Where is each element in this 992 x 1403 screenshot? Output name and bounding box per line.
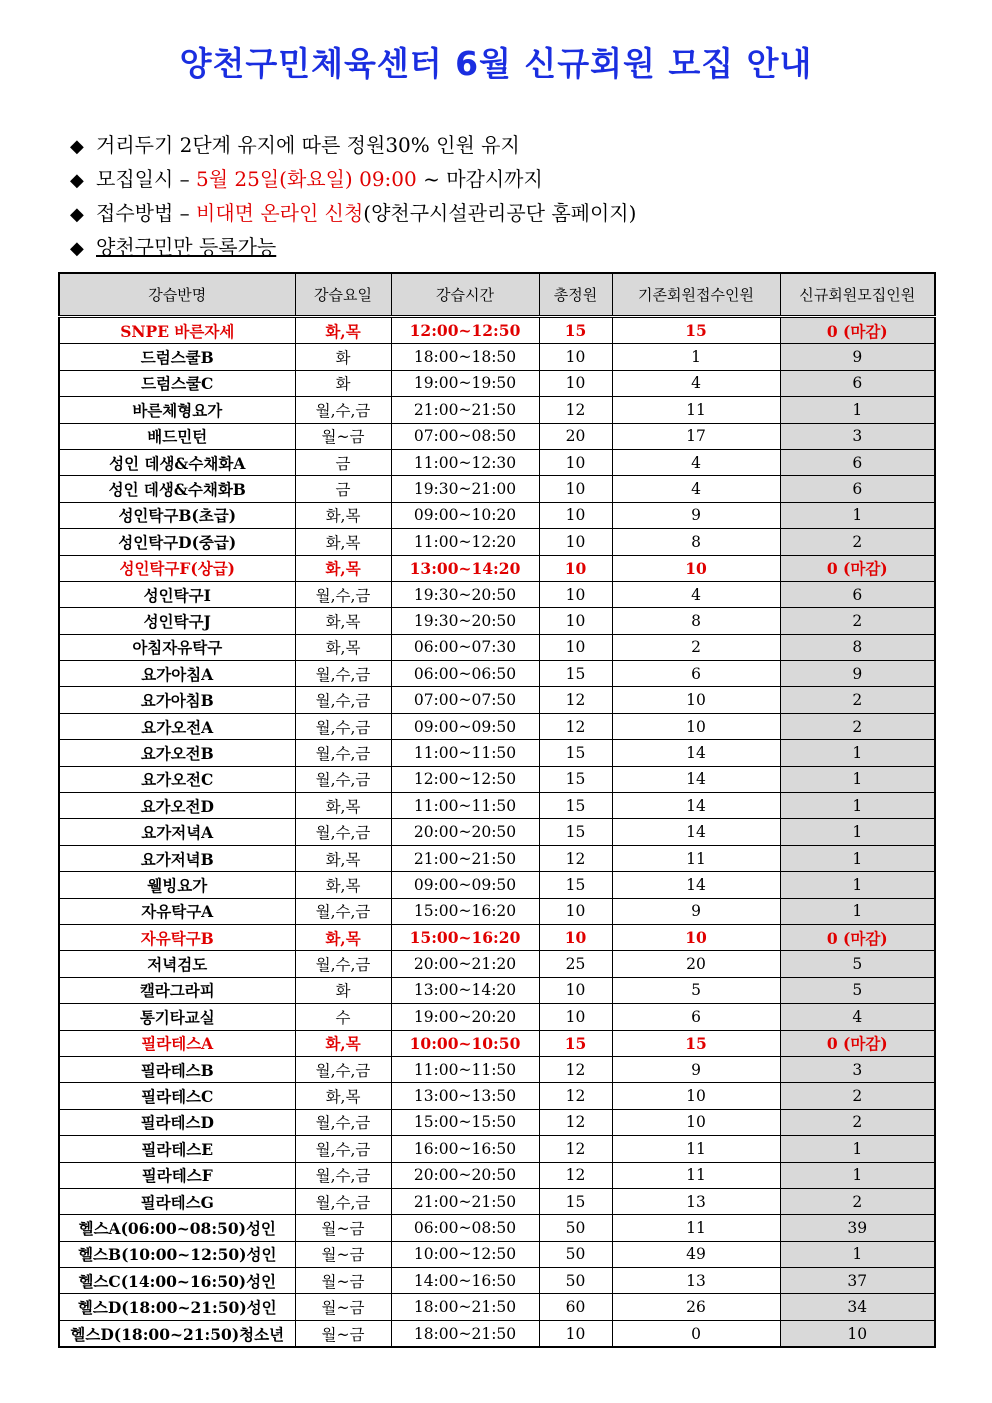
cell-time: 20:00~20:50: [391, 1162, 539, 1188]
cell-new-openings: 0 (마감): [780, 1030, 935, 1056]
cell-existing-members: 11: [612, 1136, 780, 1162]
cell-days: 화,목: [295, 555, 391, 581]
cell-existing-members: 6: [612, 1004, 780, 1030]
cell-class-name: 요가오전D: [59, 793, 295, 819]
cell-time: 07:00~07:50: [391, 687, 539, 713]
notice-item: [70, 230, 636, 264]
cell-new-openings: 1: [780, 502, 935, 528]
table-row: [59, 793, 935, 819]
cell-existing-members: 9: [612, 898, 780, 924]
cell-new-openings: 1: [780, 793, 935, 819]
cell-new-openings: 1: [780, 397, 935, 423]
cell-capacity: 15: [539, 819, 612, 845]
cell-days: 화,목: [295, 924, 391, 950]
cell-days: 월,수,금: [295, 1109, 391, 1135]
cell-existing-members: 10: [612, 713, 780, 739]
notice-text: (양천구시설관리공단 홈페이지): [363, 201, 637, 225]
table-row: [59, 977, 935, 1003]
cell-days: 월~금: [295, 1294, 391, 1320]
cell-class-name: 헬스D(18:00~21:50)청소년: [59, 1320, 295, 1347]
cell-time: 06:00~07:30: [391, 634, 539, 660]
cell-existing-members: 6: [612, 661, 780, 687]
cell-class-name: 요가저녁B: [59, 845, 295, 871]
cell-days: 화,목: [295, 634, 391, 660]
cell-time: 20:00~21:20: [391, 951, 539, 977]
header-class-name: 강습반명: [59, 273, 295, 317]
cell-existing-members: 11: [612, 1162, 780, 1188]
cell-capacity: 10: [539, 608, 612, 634]
cell-class-name: 요가아침A: [59, 661, 295, 687]
cell-existing-members: 2: [612, 634, 780, 660]
cell-days: 월,수,금: [295, 740, 391, 766]
cell-new-openings: 6: [780, 581, 935, 607]
cell-existing-members: 17: [612, 423, 780, 449]
cell-capacity: 10: [539, 529, 612, 555]
table-row: [59, 1215, 935, 1241]
cell-existing-members: 14: [612, 740, 780, 766]
cell-class-name: 필라테스D: [59, 1109, 295, 1135]
cell-days: 월~금: [295, 1241, 391, 1267]
cell-existing-members: 49: [612, 1241, 780, 1267]
cell-capacity: 10: [539, 977, 612, 1003]
table-row: [59, 344, 935, 370]
cell-new-openings: 2: [780, 713, 935, 739]
cell-new-openings: 1: [780, 872, 935, 898]
cell-class-name: 필라테스A: [59, 1030, 295, 1056]
cell-time: 11:00~12:30: [391, 449, 539, 475]
cell-days: 월,수,금: [295, 1056, 391, 1082]
cell-time: 18:00~21:50: [391, 1320, 539, 1347]
cell-days: 월,수,금: [295, 1188, 391, 1214]
cell-new-openings: 1: [780, 740, 935, 766]
cell-capacity: 50: [539, 1215, 612, 1241]
cell-class-name: 아침자유탁구: [59, 634, 295, 660]
cell-capacity: 12: [539, 1083, 612, 1109]
cell-days: 월,수,금: [295, 713, 391, 739]
cell-days: 월,수,금: [295, 951, 391, 977]
cell-capacity: 12: [539, 713, 612, 739]
cell-class-name: 저녁검도: [59, 951, 295, 977]
cell-days: 화,목: [295, 793, 391, 819]
table-row: [59, 476, 935, 502]
table-row: [59, 502, 935, 528]
table-row: [59, 687, 935, 713]
cell-class-name: 필라테스E: [59, 1136, 295, 1162]
notice-text: 양천구민만 등록가능: [96, 235, 277, 259]
cell-time: 09:00~09:50: [391, 713, 539, 739]
cell-capacity: 10: [539, 1004, 612, 1030]
cell-time: 11:00~11:50: [391, 793, 539, 819]
cell-days: 화: [295, 370, 391, 396]
cell-new-openings: 3: [780, 1056, 935, 1082]
cell-capacity: 15: [539, 1030, 612, 1056]
cell-new-openings: 10: [780, 1320, 935, 1347]
cell-class-name: 요가오전C: [59, 766, 295, 792]
cell-time: 11:00~11:50: [391, 740, 539, 766]
table-row: [59, 370, 935, 396]
table-row: [59, 951, 935, 977]
cell-days: 월,수,금: [295, 766, 391, 792]
cell-capacity: 10: [539, 502, 612, 528]
cell-capacity: 12: [539, 1162, 612, 1188]
cell-existing-members: 8: [612, 608, 780, 634]
cell-class-name: 성인탁구F(상급): [59, 555, 295, 581]
header-time: 강습시간: [391, 273, 539, 317]
cell-class-name: 성인탁구D(중급): [59, 529, 295, 555]
table-header-row: [59, 273, 935, 317]
cell-new-openings: 1: [780, 1162, 935, 1188]
cell-capacity: 12: [539, 397, 612, 423]
cell-days: 화,목: [295, 608, 391, 634]
cell-days: 화: [295, 977, 391, 1003]
cell-existing-members: 10: [612, 1109, 780, 1135]
cell-days: 월~금: [295, 1320, 391, 1347]
cell-existing-members: 11: [612, 845, 780, 871]
cell-new-openings: 1: [780, 845, 935, 871]
table-row: [59, 1320, 935, 1347]
cell-class-name: 자유탁구A: [59, 898, 295, 924]
table-row: [59, 872, 935, 898]
cell-days: 금: [295, 476, 391, 502]
cell-capacity: 25: [539, 951, 612, 977]
diamond-bullet-icon: ◆: [70, 170, 84, 191]
table-row: [59, 1162, 935, 1188]
cell-time: 13:00~14:20: [391, 555, 539, 581]
table-row: [59, 1109, 935, 1135]
cell-existing-members: 13: [612, 1188, 780, 1214]
diamond-bullet-icon: ◆: [70, 204, 84, 225]
cell-class-name: 헬스A(06:00~08:50)성인: [59, 1215, 295, 1241]
cell-capacity: 15: [539, 317, 612, 344]
cell-time: 11:00~11:50: [391, 1056, 539, 1082]
cell-class-name: 통기타교실: [59, 1004, 295, 1030]
cell-existing-members: 11: [612, 1215, 780, 1241]
cell-existing-members: 10: [612, 555, 780, 581]
table-row: [59, 634, 935, 660]
cell-capacity: 10: [539, 449, 612, 475]
table-row: [59, 661, 935, 687]
cell-capacity: 12: [539, 845, 612, 871]
cell-time: 18:00~18:50: [391, 344, 539, 370]
cell-existing-members: 9: [612, 1056, 780, 1082]
cell-time: 13:00~13:50: [391, 1083, 539, 1109]
table-row: [59, 1004, 935, 1030]
cell-time: 20:00~20:50: [391, 819, 539, 845]
table-row: [59, 845, 935, 871]
cell-capacity: 10: [539, 1320, 612, 1347]
notice-text: ~ 마감시까지: [416, 167, 543, 191]
notice-text: 거리두기 2단계 유지에 따른 정원30% 인원 유지: [96, 133, 520, 157]
cell-class-name: 헬스C(14:00~16:50)성인: [59, 1268, 295, 1294]
cell-capacity: 15: [539, 740, 612, 766]
cell-existing-members: 14: [612, 766, 780, 792]
cell-existing-members: 10: [612, 1083, 780, 1109]
cell-capacity: 10: [539, 924, 612, 950]
cell-capacity: 60: [539, 1294, 612, 1320]
cell-capacity: 12: [539, 687, 612, 713]
cell-existing-members: 15: [612, 317, 780, 344]
cell-existing-members: 20: [612, 951, 780, 977]
cell-time: 21:00~21:50: [391, 845, 539, 871]
cell-existing-members: 4: [612, 449, 780, 475]
cell-capacity: 10: [539, 344, 612, 370]
header-capacity: 총정원: [539, 273, 612, 317]
cell-existing-members: 4: [612, 476, 780, 502]
cell-days: 금: [295, 449, 391, 475]
cell-class-name: 바른체형요가: [59, 397, 295, 423]
cell-time: 14:00~16:50: [391, 1268, 539, 1294]
table-row: [59, 924, 935, 950]
cell-new-openings: 5: [780, 951, 935, 977]
cell-capacity: 10: [539, 476, 612, 502]
cell-days: 월,수,금: [295, 661, 391, 687]
table-row: [59, 766, 935, 792]
cell-class-name: 성인탁구I: [59, 581, 295, 607]
cell-new-openings: 8: [780, 634, 935, 660]
cell-days: 월,수,금: [295, 819, 391, 845]
cell-new-openings: 2: [780, 1188, 935, 1214]
cell-existing-members: 8: [612, 529, 780, 555]
cell-days: 화,목: [295, 317, 391, 344]
cell-new-openings: 6: [780, 449, 935, 475]
cell-time: 12:00~12:50: [391, 766, 539, 792]
cell-time: 19:30~21:00: [391, 476, 539, 502]
cell-existing-members: 5: [612, 977, 780, 1003]
table-row: [59, 1136, 935, 1162]
cell-existing-members: 1: [612, 344, 780, 370]
cell-days: 화,목: [295, 872, 391, 898]
cell-days: 월,수,금: [295, 687, 391, 713]
cell-new-openings: 1: [780, 766, 935, 792]
cell-days: 화,목: [295, 845, 391, 871]
cell-new-openings: 1: [780, 1136, 935, 1162]
notice-text: 비대면 온라인 신청: [196, 201, 364, 225]
notice-item: [70, 196, 636, 230]
cell-new-openings: 9: [780, 661, 935, 687]
cell-time: 15:00~15:50: [391, 1109, 539, 1135]
cell-days: 수: [295, 1004, 391, 1030]
cell-class-name: 드럼스쿨B: [59, 344, 295, 370]
cell-capacity: 15: [539, 1188, 612, 1214]
cell-new-openings: 4: [780, 1004, 935, 1030]
cell-existing-members: 9: [612, 502, 780, 528]
cell-time: 12:00~12:50: [391, 317, 539, 344]
cell-time: 16:00~16:50: [391, 1136, 539, 1162]
cell-days: 월,수,금: [295, 581, 391, 607]
table-row: [59, 529, 935, 555]
cell-time: 19:30~20:50: [391, 608, 539, 634]
table-row: [59, 581, 935, 607]
cell-time: 21:00~21:50: [391, 397, 539, 423]
header-days: 강습요일: [295, 273, 391, 317]
cell-capacity: 10: [539, 370, 612, 396]
cell-new-openings: 0 (마감): [780, 924, 935, 950]
cell-new-openings: 0 (마감): [780, 555, 935, 581]
cell-days: 화,목: [295, 529, 391, 555]
cell-days: 월~금: [295, 1268, 391, 1294]
table-row: [59, 1294, 935, 1320]
cell-class-name: 성인 데생&수채화B: [59, 476, 295, 502]
cell-time: 18:00~21:50: [391, 1294, 539, 1320]
cell-days: 월,수,금: [295, 898, 391, 924]
diamond-bullet-icon: ◆: [70, 238, 84, 259]
cell-capacity: 15: [539, 661, 612, 687]
header-existing-members: 기존회원접수인원: [612, 273, 780, 317]
cell-existing-members: 0: [612, 1320, 780, 1347]
notice-list: [70, 128, 636, 264]
cell-capacity: 12: [539, 1109, 612, 1135]
cell-new-openings: 39: [780, 1215, 935, 1241]
cell-new-openings: 2: [780, 687, 935, 713]
cell-time: 10:00~12:50: [391, 1241, 539, 1267]
page-title: 양천구민체육센터 6월 신규회원 모집 안내: [179, 44, 813, 83]
cell-time: 19:30~20:50: [391, 581, 539, 607]
cell-days: 화,목: [295, 1083, 391, 1109]
cell-existing-members: 4: [612, 581, 780, 607]
cell-days: 월,수,금: [295, 1136, 391, 1162]
cell-new-openings: 1: [780, 1241, 935, 1267]
cell-existing-members: 4: [612, 370, 780, 396]
cell-class-name: SNPE 바른자세: [59, 317, 295, 344]
cell-new-openings: 5: [780, 977, 935, 1003]
cell-capacity: 15: [539, 766, 612, 792]
cell-class-name: 요가아침B: [59, 687, 295, 713]
table-row: [59, 819, 935, 845]
header-new-openings: 신규회원모집인원: [780, 273, 935, 317]
cell-time: 15:00~16:20: [391, 924, 539, 950]
diamond-bullet-icon: ◆: [70, 136, 84, 157]
cell-new-openings: 2: [780, 1109, 935, 1135]
cell-existing-members: 26: [612, 1294, 780, 1320]
cell-new-openings: 1: [780, 819, 935, 845]
cell-existing-members: 13: [612, 1268, 780, 1294]
notice-text: 접수방법 –: [96, 201, 196, 225]
table-row: [59, 449, 935, 475]
cell-capacity: 50: [539, 1268, 612, 1294]
table-row: [59, 555, 935, 581]
cell-days: 화: [295, 344, 391, 370]
cell-capacity: 15: [539, 872, 612, 898]
cell-time: 13:00~14:20: [391, 977, 539, 1003]
table-row: [59, 898, 935, 924]
cell-new-openings: 6: [780, 476, 935, 502]
cell-new-openings: 1: [780, 898, 935, 924]
cell-time: 15:00~16:20: [391, 898, 539, 924]
cell-time: 19:00~20:20: [391, 1004, 539, 1030]
cell-existing-members: 14: [612, 793, 780, 819]
cell-time: 09:00~09:50: [391, 872, 539, 898]
cell-class-name: 필라테스G: [59, 1188, 295, 1214]
cell-days: 월~금: [295, 1215, 391, 1241]
notice-item: [70, 128, 636, 162]
cell-class-name: 자유탁구B: [59, 924, 295, 950]
notice-text: 모집일시 –: [96, 167, 196, 191]
cell-days: 월,수,금: [295, 1162, 391, 1188]
cell-new-openings: 34: [780, 1294, 935, 1320]
table-row: [59, 740, 935, 766]
cell-days: 월,수,금: [295, 397, 391, 423]
cell-capacity: 10: [539, 634, 612, 660]
cell-class-name: 필라테스C: [59, 1083, 295, 1109]
cell-time: 11:00~12:20: [391, 529, 539, 555]
table-row: [59, 1083, 935, 1109]
cell-new-openings: 2: [780, 529, 935, 555]
cell-new-openings: 2: [780, 608, 935, 634]
cell-existing-members: 14: [612, 872, 780, 898]
notice-text: 5월 25일(화요일) 09:00: [196, 167, 417, 191]
cell-class-name: 캘라그라피: [59, 977, 295, 1003]
cell-class-name: 성인탁구B(초급): [59, 502, 295, 528]
cell-capacity: 10: [539, 581, 612, 607]
cell-days: 월~금: [295, 423, 391, 449]
table-row: [59, 1030, 935, 1056]
cell-new-openings: 3: [780, 423, 935, 449]
cell-existing-members: 15: [612, 1030, 780, 1056]
cell-class-name: 요가오전B: [59, 740, 295, 766]
cell-time: 09:00~10:20: [391, 502, 539, 528]
cell-capacity: 50: [539, 1241, 612, 1267]
cell-capacity: 10: [539, 555, 612, 581]
table-row: [59, 1188, 935, 1214]
cell-new-openings: 6: [780, 370, 935, 396]
cell-time: 19:00~19:50: [391, 370, 539, 396]
cell-time: 06:00~08:50: [391, 1215, 539, 1241]
cell-class-name: 성인 데생&수채화A: [59, 449, 295, 475]
cell-class-name: 필라테스F: [59, 1162, 295, 1188]
cell-class-name: 성인탁구J: [59, 608, 295, 634]
cell-days: 화,목: [295, 502, 391, 528]
table-row: [59, 713, 935, 739]
table-row: [59, 1056, 935, 1082]
cell-class-name: 요가오전A: [59, 713, 295, 739]
cell-new-openings: 9: [780, 344, 935, 370]
cell-time: 06:00~06:50: [391, 661, 539, 687]
cell-existing-members: 14: [612, 819, 780, 845]
table-row: [59, 317, 935, 344]
notice-item: [70, 162, 636, 196]
cell-class-name: 필라테스B: [59, 1056, 295, 1082]
cell-class-name: 요가저녁A: [59, 819, 295, 845]
cell-class-name: 배드민턴: [59, 423, 295, 449]
cell-capacity: 12: [539, 1136, 612, 1162]
cell-new-openings: 0 (마감): [780, 317, 935, 344]
cell-capacity: 15: [539, 793, 612, 819]
cell-capacity: 12: [539, 1056, 612, 1082]
table-row: [59, 397, 935, 423]
cell-capacity: 20: [539, 423, 612, 449]
cell-new-openings: 37: [780, 1268, 935, 1294]
table-row: [59, 608, 935, 634]
table-row: [59, 1241, 935, 1267]
cell-existing-members: 11: [612, 397, 780, 423]
cell-time: 10:00~10:50: [391, 1030, 539, 1056]
cell-existing-members: 10: [612, 687, 780, 713]
cell-capacity: 10: [539, 898, 612, 924]
cell-time: 21:00~21:50: [391, 1188, 539, 1214]
table-row: [59, 423, 935, 449]
cell-class-name: 헬스B(10:00~12:50)성인: [59, 1241, 295, 1267]
cell-class-name: 헬스D(18:00~21:50)성인: [59, 1294, 295, 1320]
cell-class-name: 웰빙요가: [59, 872, 295, 898]
class-roster-table: [58, 272, 936, 1348]
cell-time: 07:00~08:50: [391, 423, 539, 449]
cell-existing-members: 10: [612, 924, 780, 950]
table-row: [59, 1268, 935, 1294]
cell-class-name: 드럼스쿨C: [59, 370, 295, 396]
cell-days: 화,목: [295, 1030, 391, 1056]
cell-new-openings: 2: [780, 1083, 935, 1109]
